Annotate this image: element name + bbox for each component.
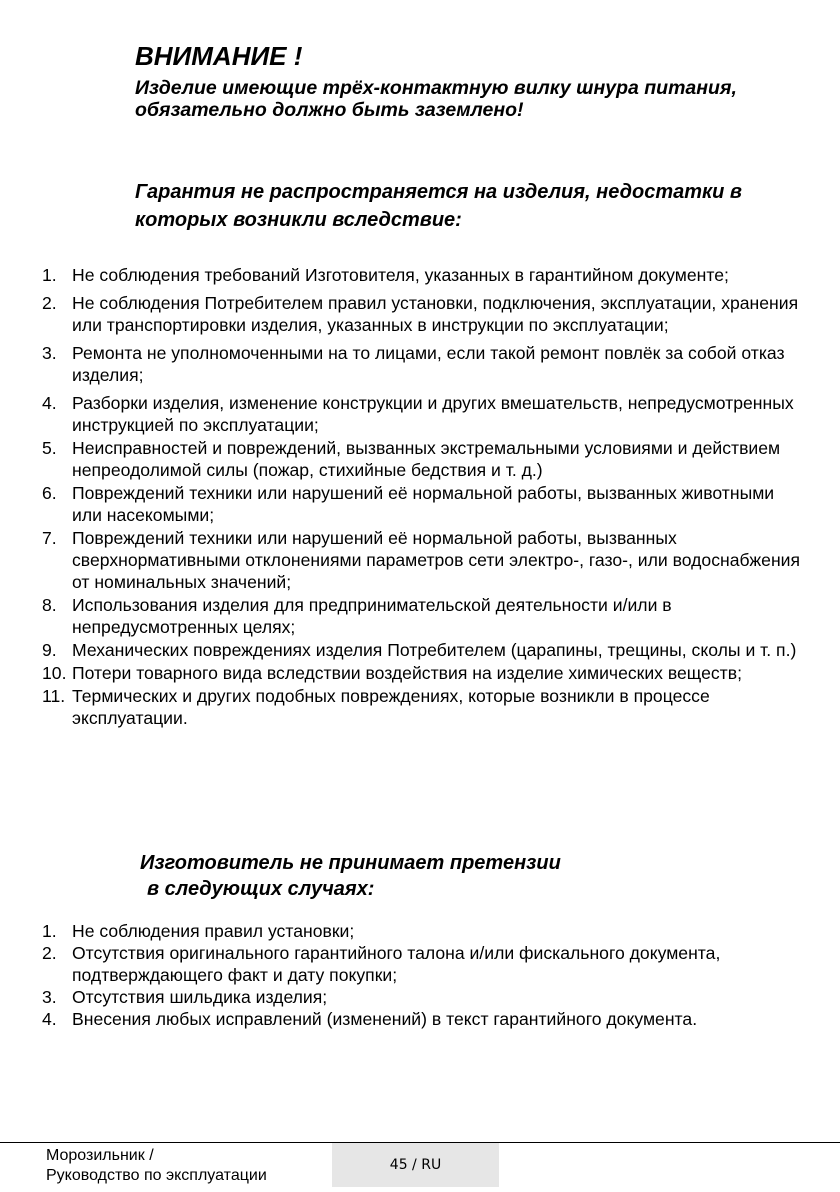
list-item — [0, 942, 800, 986]
list-item — [0, 482, 800, 526]
list-item — [0, 437, 800, 481]
list-item — [0, 1008, 800, 1030]
list-item — [0, 342, 800, 386]
item-number: 4. — [42, 393, 57, 413]
warranty-exclusions-list — [0, 264, 800, 730]
item-number: 3. — [42, 987, 57, 1007]
item-text: Механических повреждениях изделия Потребителем (царапины, трещины, сколы и т. п.) — [72, 640, 797, 660]
list-item — [0, 685, 800, 729]
warning-title: ВНИМАНИЕ ! — [135, 41, 303, 71]
item-number: 2. — [42, 293, 57, 313]
grounding-warning: Изделие имеющие трёх-контактную вилку шнура питания, обязательно должно быть заземлено! — [135, 77, 737, 121]
footer-product: Морозильник / — [46, 1147, 154, 1164]
list-item — [0, 639, 800, 661]
list-item — [0, 292, 800, 336]
footer-manual: Руководство по эксплуатации — [46, 1167, 267, 1184]
item-text: Потери товарного вида вследствии воздействия на изделие химических веществ; — [72, 663, 742, 683]
item-text: Не соблюдения правил установки; — [72, 921, 355, 941]
footer-document-title — [46, 1146, 267, 1186]
list-item — [0, 920, 800, 942]
item-number: 7. — [42, 528, 57, 548]
manufacturer-claims-list — [0, 920, 800, 1030]
heading-line: в следующих случаях: — [147, 878, 375, 900]
item-text: Термических и других подобных повреждениях, которые возникли в процессе эксплуатации. — [72, 686, 710, 728]
item-text: Использования изделия для предпринимательской деятельности и/или в непредусмотренных целях; — [72, 595, 672, 637]
item-number: 2. — [42, 943, 57, 963]
item-number: 4. — [42, 1009, 57, 1029]
list-item — [0, 594, 800, 638]
list-item — [0, 392, 800, 436]
item-number: 1. — [42, 921, 57, 941]
item-number: 10. — [42, 663, 67, 683]
item-text: Не соблюдения требований Изготовителя, указанных в гарантийном документе; — [72, 265, 729, 285]
item-text: Повреждений техники или нарушений её нормальной работы, вызванных животными или насекомыми; — [72, 483, 775, 525]
list-item — [0, 264, 800, 286]
item-number: 11. — [42, 686, 66, 706]
item-number: 1. — [42, 265, 57, 285]
item-text: Не соблюдения Потребителем правил установки, подключения, эксплуатации, хранения или транспортировки изделия, указанных в инструкции по эксплуатации; — [72, 293, 799, 335]
item-number: 9. — [42, 640, 57, 660]
list-item — [0, 527, 800, 593]
item-text: Разборки изделия, изменение конструкции и других вмешательств, непредусмотренных инструкцией по эксплуатации; — [72, 393, 794, 435]
item-number: 8. — [42, 595, 57, 615]
item-text: Отсутствия оригинального гарантийного талона и/или фискального документа, подтверждающего факт и дату покупки; — [72, 943, 721, 985]
item-number: 3. — [42, 343, 57, 363]
list-item — [0, 662, 800, 684]
page-number: 45 / RU — [332, 1143, 499, 1187]
heading-line: Изготовитель не принимает претензии — [140, 852, 561, 874]
list-item — [0, 986, 800, 1008]
item-text: Ремонта не уполномоченными на то лицами, если такой ремонт повлёк за собой отказ изделия; — [72, 343, 785, 385]
item-text: Внесения любых исправлений (изменений) в текст гарантийного документа. — [72, 1009, 698, 1029]
item-number: 5. — [42, 438, 57, 458]
item-number: 6. — [42, 483, 57, 503]
item-text: Отсутствия шильдика изделия; — [72, 987, 328, 1007]
warranty-exclusions-heading: Гарантия не распространяется на изделия, недостатки в которых возникли вследствие: — [135, 181, 742, 231]
manufacturer-claims-heading — [140, 850, 760, 902]
item-text: Неисправностей и повреждений, вызванных экстремальными условиями и действием непреодолимой силы (пожар, стихийные бедствия и т. д.) — [72, 438, 781, 480]
item-text: Повреждений техники или нарушений её нормальной работы, вызванных сверхнормативными отклонениями параметров сети электро-, газо-, или водоснабжения от номинальных значений; — [72, 528, 801, 592]
